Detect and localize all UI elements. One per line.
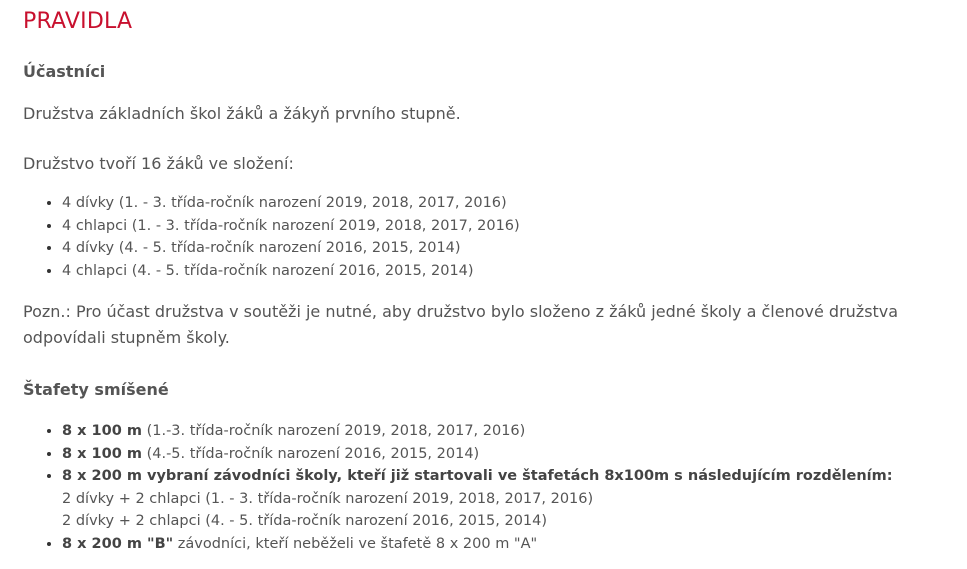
list-item — [62, 533, 893, 556]
list-item — [62, 443, 893, 466]
relays-heading: Štafety smíšené — [23, 380, 169, 399]
list-item: • 4 dívky (4. - 5. třída-ročník narození 2016, 2015, 2014) — [62, 237, 520, 260]
list-item — [62, 465, 893, 533]
composition-lead: Družstvo tvoří 16 žáků ve složení: — [23, 154, 294, 173]
list-item: • 4 chlapci (1. - 3. třída-ročník narození 2019, 2018, 2017, 2016) — [62, 215, 520, 238]
relay-description: závodníci, kteří neběželi ve štafetě 8 x 200 m "A" — [173, 535, 538, 552]
relay-name: 8 x 200 m vybraní závodníci školy, kteří již startovali ve štafetách 8x100m s následujícím rozdělením: — [62, 468, 893, 484]
relay-name: 8 x 200 m "B" — [62, 535, 174, 552]
page-title: PRAVIDLA — [23, 9, 133, 34]
composition-list — [23, 192, 520, 282]
relay-name: 8 x 100 m — [62, 445, 142, 462]
relay-description: (1.-3. třída-ročník narození 2019, 2018, 2017, 2016) — [141, 423, 526, 439]
list-item: • 4 dívky (1. - 3. třída-ročník narození 2019, 2018, 2017, 2016) — [62, 192, 520, 215]
relays-list — [23, 420, 893, 555]
participants-intro: Družstva základních škol žáků a žákyň prvního stupně. — [23, 104, 461, 123]
list-item — [62, 420, 893, 443]
relay-description: (4.-5. třída-ročník narození 2016, 2015, 2014) — [141, 445, 480, 462]
relay-name: 8 x 100 m — [62, 423, 142, 439]
list-item: • 4 chlapci (4. - 5. třída-ročník narození 2016, 2015, 2014) — [62, 260, 520, 283]
relay-subline: 2 dívky + 2 chlapci (4. - 5. třída-ročník narození 2016, 2015, 2014) — [62, 513, 548, 529]
participation-note: Pozn.: Pro účast družstva v soutěži je nutné, aby družstvo bylo složeno z žáků jedné školy a členové družstva odpovídali stupněm školy. — [23, 302, 899, 347]
participants-heading: Účastníci — [23, 62, 106, 81]
relay-subline: 2 dívky + 2 chlapci (1. - 3. třída-ročník narození 2019, 2018, 2017, 2016) — [62, 490, 594, 507]
